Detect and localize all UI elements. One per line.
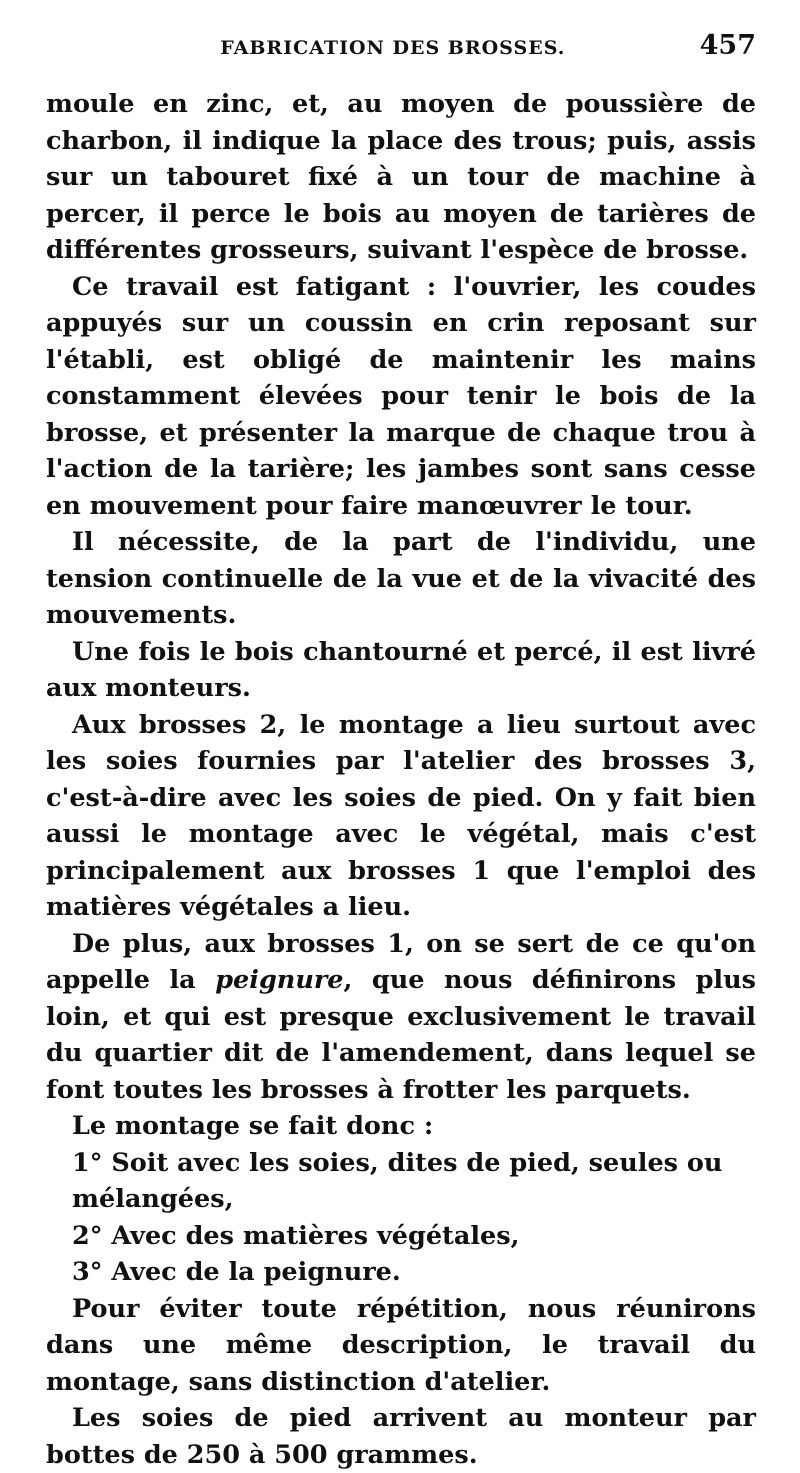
paragraph-9: Les soies de pied arrivent au monteur par bottes de 250 à 500 grammes. (46, 1403, 756, 1470)
paragraph-6-start: De plus, aux brosses 1, on se sert de ce qu'on appelle la (46, 928, 756, 995)
paragraph-4: Une fois le bois chantourné et percé, il est livré aux monteurs. (46, 636, 756, 703)
paragraph-1: moule en zinc, et, au moyen de poussière de charbon, il indique la place des trous; puis, assis sur un tabouret fixé à un tour de machine à percer, il perce le bois au moyen de tarières de différentes grosseurs, suivant l'espèce de brosse. (46, 89, 756, 265)
emphasized-term: peignure (215, 965, 344, 995)
paragraph-7: Le montage se fait donc : (72, 1111, 434, 1141)
page-number: 457 (699, 30, 756, 61)
running-title: FABRICATION DES BROSSES. (220, 37, 566, 59)
page-body (46, 86, 756, 1473)
paragraph-3: Il nécessite, de la part de l'individu, une tension continuelle de la vue et de la vivacité des mouvements. (46, 527, 756, 630)
paragraph-2: Ce travail est fatigant : l'ouvrier, les coudes appuyés sur un coussin en crin reposant sur l'établi, est obligé de maintenir les mains constamment élevées pour tenir le bois de la brosse, et présenter la marque de chaque trou à l'action de la tarière; les jambes sont sans cesse en mouvement pour faire manœuvrer le tour. (46, 271, 756, 521)
paragraph-8: Pour éviter toute répétition, nous réunirons dans une même description, le travail du montage, sans distinction d'atelier. (46, 1293, 756, 1397)
paragraph-6 (46, 926, 756, 1109)
page-header (46, 30, 756, 80)
list-item-2: 2° Avec des matières végétales, (72, 1220, 520, 1251)
paragraph-5: Aux brosses 2, le montage a lieu surtout avec les soies fournies par l'atelier des brosses 3, c'est-à-dire avec les soies de pied. On y fait bien aussi le montage avec le végétal, mais c'est principalement aux brosses 1 que l'emploi des matières végétales a lieu. (46, 709, 756, 922)
paragraph-6-end: , que nous définirons plus loin, et qui est presque exclusivement le travail du quartier dit de l'amendement, dans lequel se font toutes les brosses à frotter les parquets. (46, 965, 756, 1105)
list-item-3: 3° Avec de la peignure. (72, 1257, 401, 1287)
list-item-1: 1° Soit avec les soies, dites de pied, seules ou mélangées, (72, 1147, 723, 1214)
